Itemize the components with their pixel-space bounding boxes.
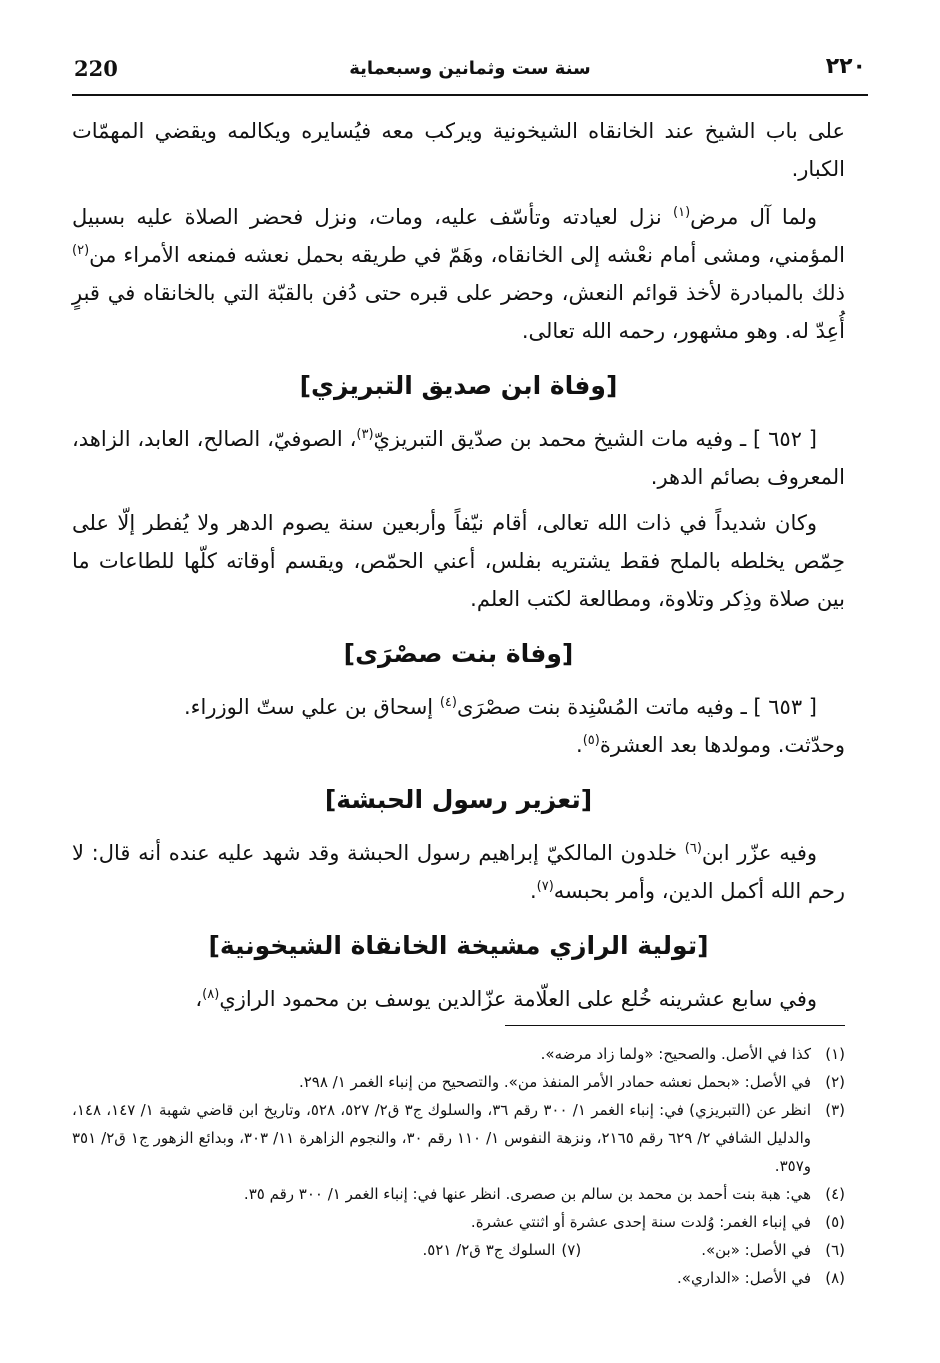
- paragraph: على باب الشيخ عند الخانقاه الشيخونية ويركب معه فيُسايره ويكالمه ويقضي المهمّات الكبار.: [72, 119, 845, 181]
- footnote-number: (٣): [825, 1101, 845, 1119]
- footnote-text: في الأصل: «بحمل نعشه حمادر الأمر المنفذ من». والتصحيح من إنباء الغمر ١/ ٢٩٨.: [298, 1073, 811, 1091]
- paragraph: وحدّثت. ومولدها بعد العشرة$^{(٥)}$.: [576, 733, 845, 757]
- footnote-number: (١): [825, 1045, 845, 1063]
- footnote-number: (٦): [825, 1241, 845, 1259]
- footnote-text: انظر عن (التبريزي) في: إنباء الغمر ١/ ٣٠٠ رقم ٣٦، والسلوك ج٣ ق٢/ ٥٢٧، ٥٢٨، وتاريخ ابن قاضي شهبة ١/ ١٤٧، ١٤٨، والدليل الشافي ٢/ ٦٢٩ رقم ٢١٦٥، ونزهة النفوس ١/ ١١٠ رقم ٣٠، والنجوم الزاهرة ١١/ ٣٠٣، وبدائع الزهور ج١ ق٢/ ٣٥١ و٣٥٧.: [72, 1101, 812, 1175]
- footnote-number: (٨): [825, 1269, 845, 1287]
- entry-number: [ ٦٥٢ ]: [753, 427, 817, 451]
- footnote-ref[interactable]: (٥): [582, 733, 600, 748]
- footnote-pair: [72, 1236, 845, 1264]
- section-heading: [وفاة بنت صصْرَى]: [343, 639, 574, 668]
- section-heading: [وفاة ابن صديق التبريزي]: [299, 371, 618, 400]
- page-number-latin: 220: [74, 56, 118, 81]
- paragraph: ولما آل مرض$^{(١)}$ نزل لعيادته وتأسّف عليه، ومات، ونزل فحضر الصلاة عليه بسبيل المؤمني، ومشى أمام نعْشه إلى الخانقاه، وهَمّ في طريقه بحمل نعشه فمنعه الأمراء من$^{(٢)}$ ذلك بالمبادرة لأخذ قوائم النعش، وحضر على قبره حتى دُفن بالقبّة التي بالخانقاه في قبرٍ أُعِدّ له. وهو مشهور، رحمه الله تعالى.: [72, 205, 845, 343]
- footnote-text: في الأصل: «الداري».: [677, 1269, 811, 1287]
- footnote-ref[interactable]: (٤): [439, 695, 457, 710]
- running-title: سنة ست وثمانين وسبعماية: [349, 58, 591, 79]
- footnote-ref[interactable]: (٦): [684, 841, 702, 856]
- footnote: [72, 1208, 845, 1236]
- section-heading: [تولية الرازي مشيخة الخانقاة الشيخونية]: [208, 931, 709, 960]
- main-text: [72, 112, 845, 1026]
- header-rule: [72, 94, 868, 96]
- footnote: [72, 1264, 845, 1292]
- footnote-text: السلوك ج٣ ق٢/ ٥٢١.: [422, 1241, 556, 1259]
- footnote-ref[interactable]: (١): [673, 205, 691, 220]
- footnote-number: (٢): [825, 1073, 845, 1091]
- page-header: [72, 52, 868, 96]
- section-heading: [تعزير رسول الحبشة]: [324, 785, 593, 814]
- footnote-ref[interactable]: (٨): [202, 987, 220, 1002]
- page-number-arabic: ٢٢٠: [825, 54, 866, 79]
- footnote-ref[interactable]: (٢): [72, 243, 90, 258]
- footnote-text: كذا في الأصل. والصحيح: «ولما زاد مرضه».: [540, 1045, 811, 1063]
- entry-number: [ ٦٥٣ ]: [753, 695, 817, 719]
- footnote-number: (٥): [825, 1213, 845, 1231]
- footnote: [72, 1068, 845, 1096]
- paragraph: وفي سابع عشرينه خُلع على العلّامة عزّالدين يوسف بن محمود الرازي$^{(٨)}$،: [195, 987, 817, 1011]
- paragraph: وفيه عزّر ابن$^{(٦)}$ خلدون المالكيّ إبراهيم رسول الحبشة وقد شهد عليه عنده أنه قال: لا رحم الله أكمل الدين، وأمر بحبسه$^{(٧)}$.: [72, 841, 845, 903]
- footnotes: [72, 1040, 845, 1292]
- paragraph: وكان شديداً في ذات الله تعالى، أقام نيّفاً وأربعين سنة يصوم الدهر ولا يُفطر إلّا على حِمّص يخلطه بالملح فقط يشتريه بفلس، أعني الحمّص، ويقسم أوقاته كلّها للطاعات ما بين صلاة وذِكر وتلاوة، ومطالعة لكتب العلم.: [72, 511, 845, 611]
- footnote-rule: [505, 1025, 845, 1026]
- footnote: [72, 1180, 845, 1208]
- paragraph: [ ٦٥٣ ] ـ وفيه ماتت المُسْنِدة بنت صصْرَى$^{(٤)}$ إسحاق بن علي ستّ الوزراء.: [183, 695, 817, 719]
- footnote-text: في إنباء الغمر: وُلدت سنة إحدى عشرة أو اثنتي عشرة.: [470, 1213, 811, 1231]
- footnote: [72, 1040, 845, 1068]
- footnote: [72, 1096, 845, 1180]
- footnote-ref[interactable]: (٣): [356, 427, 374, 442]
- paragraph: [ ٦٥٢ ] ـ وفيه مات الشيخ محمد بن صدّيق التبريزيّ$^{(٣)}$، الصوفيّ، الصالح، العابد، الزاهد، المعروف بصائم الدهر.: [72, 427, 845, 489]
- footnote-number: (٧): [561, 1241, 582, 1259]
- footnote-text: في الأصل: «بن».: [701, 1241, 811, 1259]
- footnote-text: هي: هبة بنت أحمد بن محمد بن سالم بن صصرى. انظر عنها في: إنباء الغمر ١/ ٣٠٠ رقم ٣٥.: [243, 1185, 811, 1203]
- footnote-ref[interactable]: (٧): [536, 879, 554, 894]
- footnote-number: (٤): [825, 1185, 845, 1203]
